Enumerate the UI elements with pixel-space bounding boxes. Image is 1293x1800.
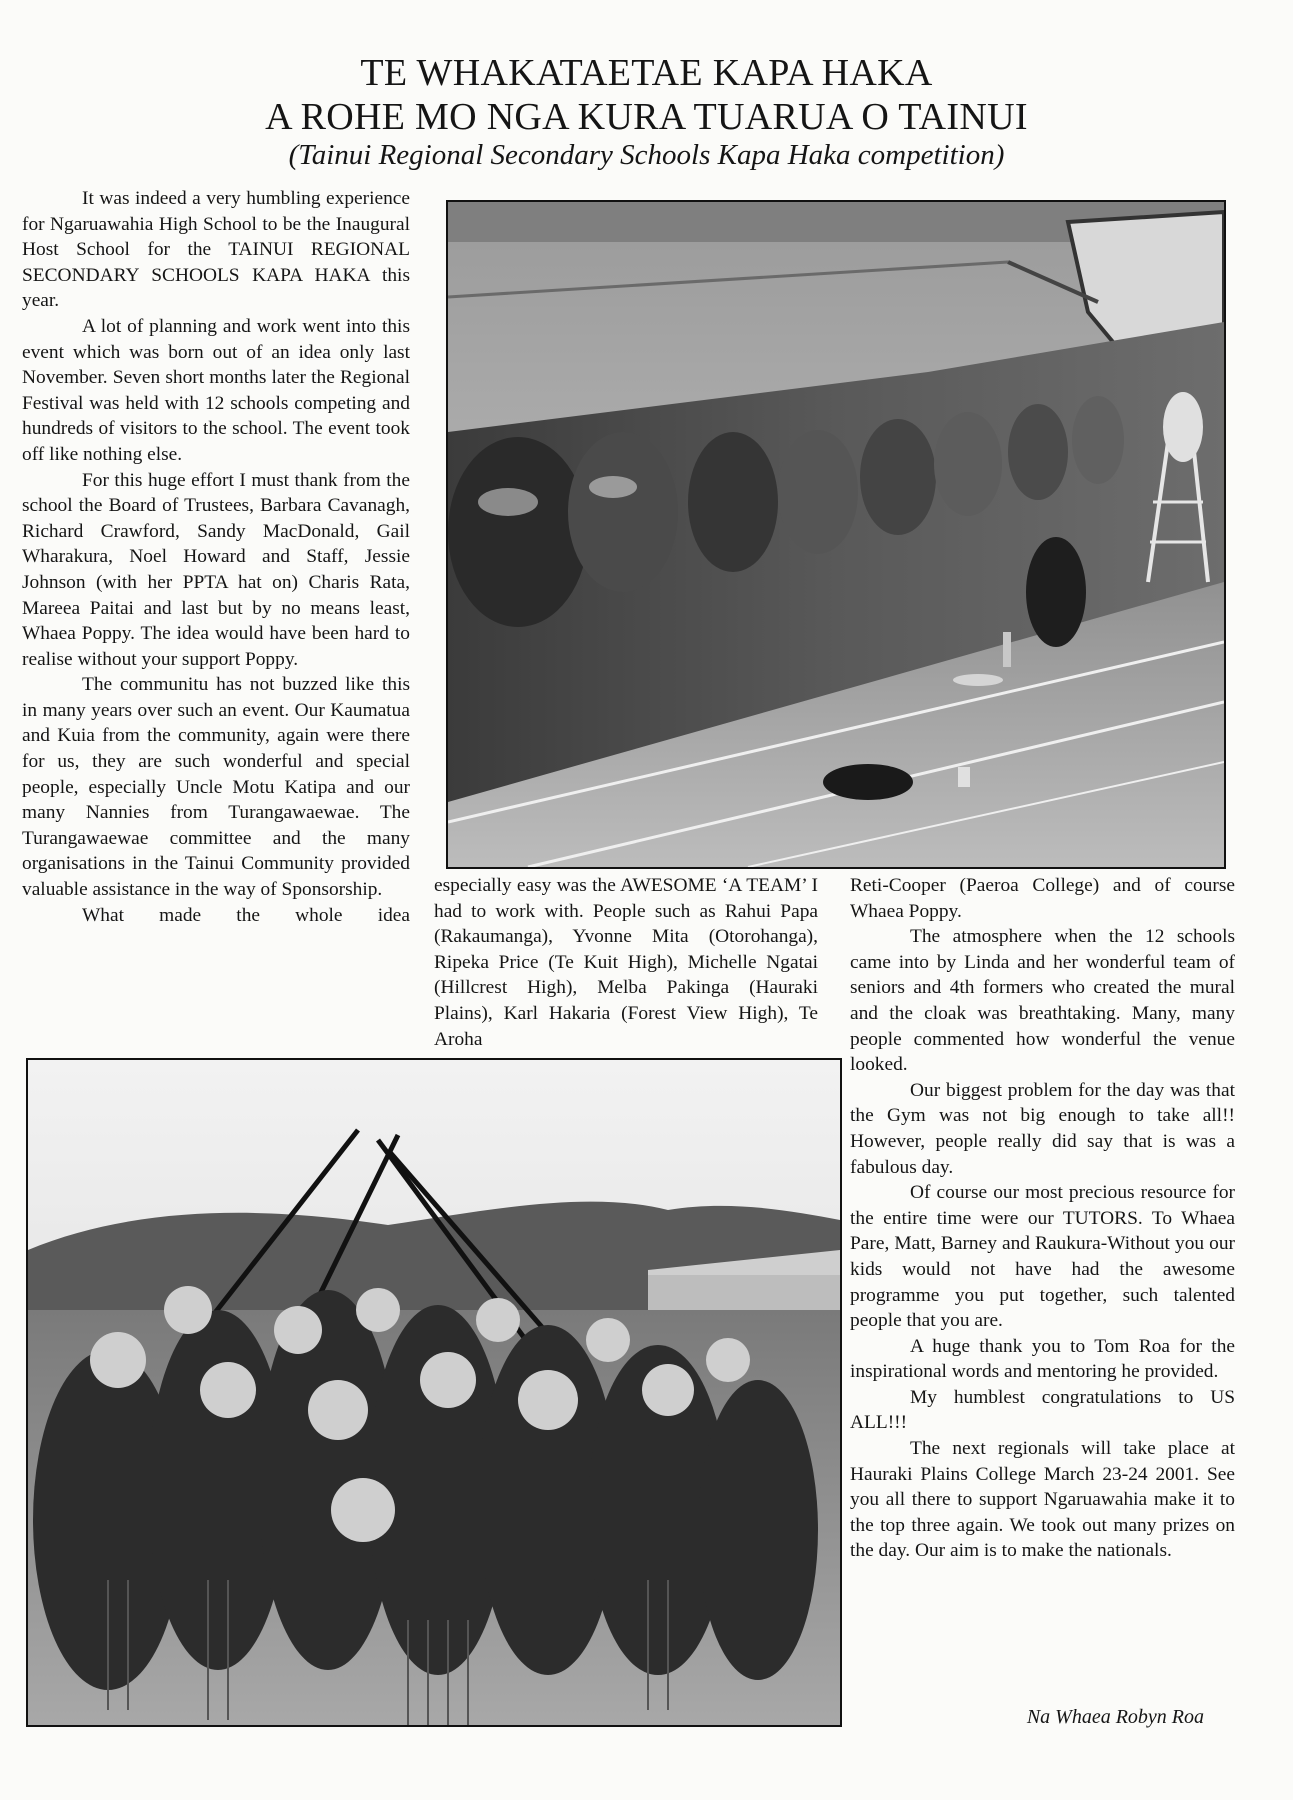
kapa-haka-group-photo [26, 1058, 842, 1727]
article-paragraph: It was indeed a very humbling experience for Ngaruawahia High School to be the Inaugural Host School for the TAINUI REGIONAL SECONDARY SCHOOLS KAPA HAKA this year. [22, 188, 410, 312]
article-paragraph: What made the whole idea [82, 904, 410, 926]
article-paragraph: especially easy was the AWESOME ‘A TEAM’ I had to work with. People such as Rahui Papa (Rakaumanga), Yvonne Mita (Otorohanga), Ripeka Price (Te Kuit High), Michelle Ngatai (Hillcrest High), Melba Pakinga (Hauraki Plains), Karl Hakaria (Forest View High), Te Aroha [434, 875, 818, 1050]
mural-photo-image [448, 202, 1224, 867]
article-paragraph: For this huge effort I must thank from the school the Board of Trustees, Barbara Cavanagh, Richard Crawford, Sandy MacDonald, Gail Wharakura, Noel Howard and Staff, Jessie Johnson (with her PPTA hat on) Charis Rata, Mareea Paitai and last but by no means least, Whaea Poppy. The idea would have been hard to realise without your support Poppy. [22, 469, 410, 670]
page-subtitle: (Tainui Regional Secondary Schools Kapa Haka competition) [288, 139, 1005, 171]
article-column-1 [22, 186, 410, 928]
kapa-haka-group-photo-image [28, 1060, 840, 1725]
article-paragraph: Reti-Cooper (Paeroa College) and of course Whaea Poppy. [850, 875, 1235, 922]
article-paragraph: The communitu has not buzzed like this in many years over such an event. Our Kaumatua and Kuia from the community, again were there for us, they are such wonderful and special people, especially Uncle Motu Katipa and our many Nannies from Turangawaewae. The Turangawaewae committee and the many organisations in the Tainui Community provided valuable assistance in the way of Sponsorship. [22, 674, 410, 901]
article-paragraph: The atmosphere when the 12 schools came into by Linda and her wonderful team of seniors and 4th formers who created the mural and the cloak was breathtaking. Many, many people commented how wonderful the venue looked. [850, 926, 1235, 1076]
article-paragraph: A huge thank you to Tom Roa for the inspirational words and mentoring he provided. [850, 1335, 1235, 1383]
article-column-3 [850, 873, 1235, 1564]
page-title-line2: A ROHE MO NGA KURA TUARUA O TAINUI [265, 96, 1028, 138]
article-paragraph: A lot of planning and work went into this event which was born out of an idea only last November. Seven short months later the Regional Festival was held with 12 schools competing and hundreds of visitors to the school. The event took off like nothing else. [22, 315, 410, 465]
mural-photo [446, 200, 1226, 869]
page-title-line1: TE WHAKATAETAE KAPA HAKA [360, 52, 933, 94]
article-column-2 [434, 873, 818, 1052]
article-paragraph: My humblest congratulations to US ALL!!! [850, 1386, 1235, 1434]
article-paragraph: The next regionals will take place at Hauraki Plains College March 23-24 2001. See you all there to support Ngaruawahia make it to the top three again. We took out many prizes on the day. Our aim is to make the nationals. [850, 1438, 1235, 1562]
article-paragraph: Our biggest problem for the day was that the Gym was not big enough to take all!! However, people really did say that is was a fabulous day. [850, 1079, 1235, 1178]
author-signature: Na Whaea Robyn Roa [1026, 1706, 1204, 1728]
article-paragraph: Of course our most precious resource for the entire time were our TUTORS. To Whaea Pare, Matt, Barney and Raukura-Without you our kids would not have had the awesome programme you put together, such talented people that you are. [850, 1182, 1235, 1332]
